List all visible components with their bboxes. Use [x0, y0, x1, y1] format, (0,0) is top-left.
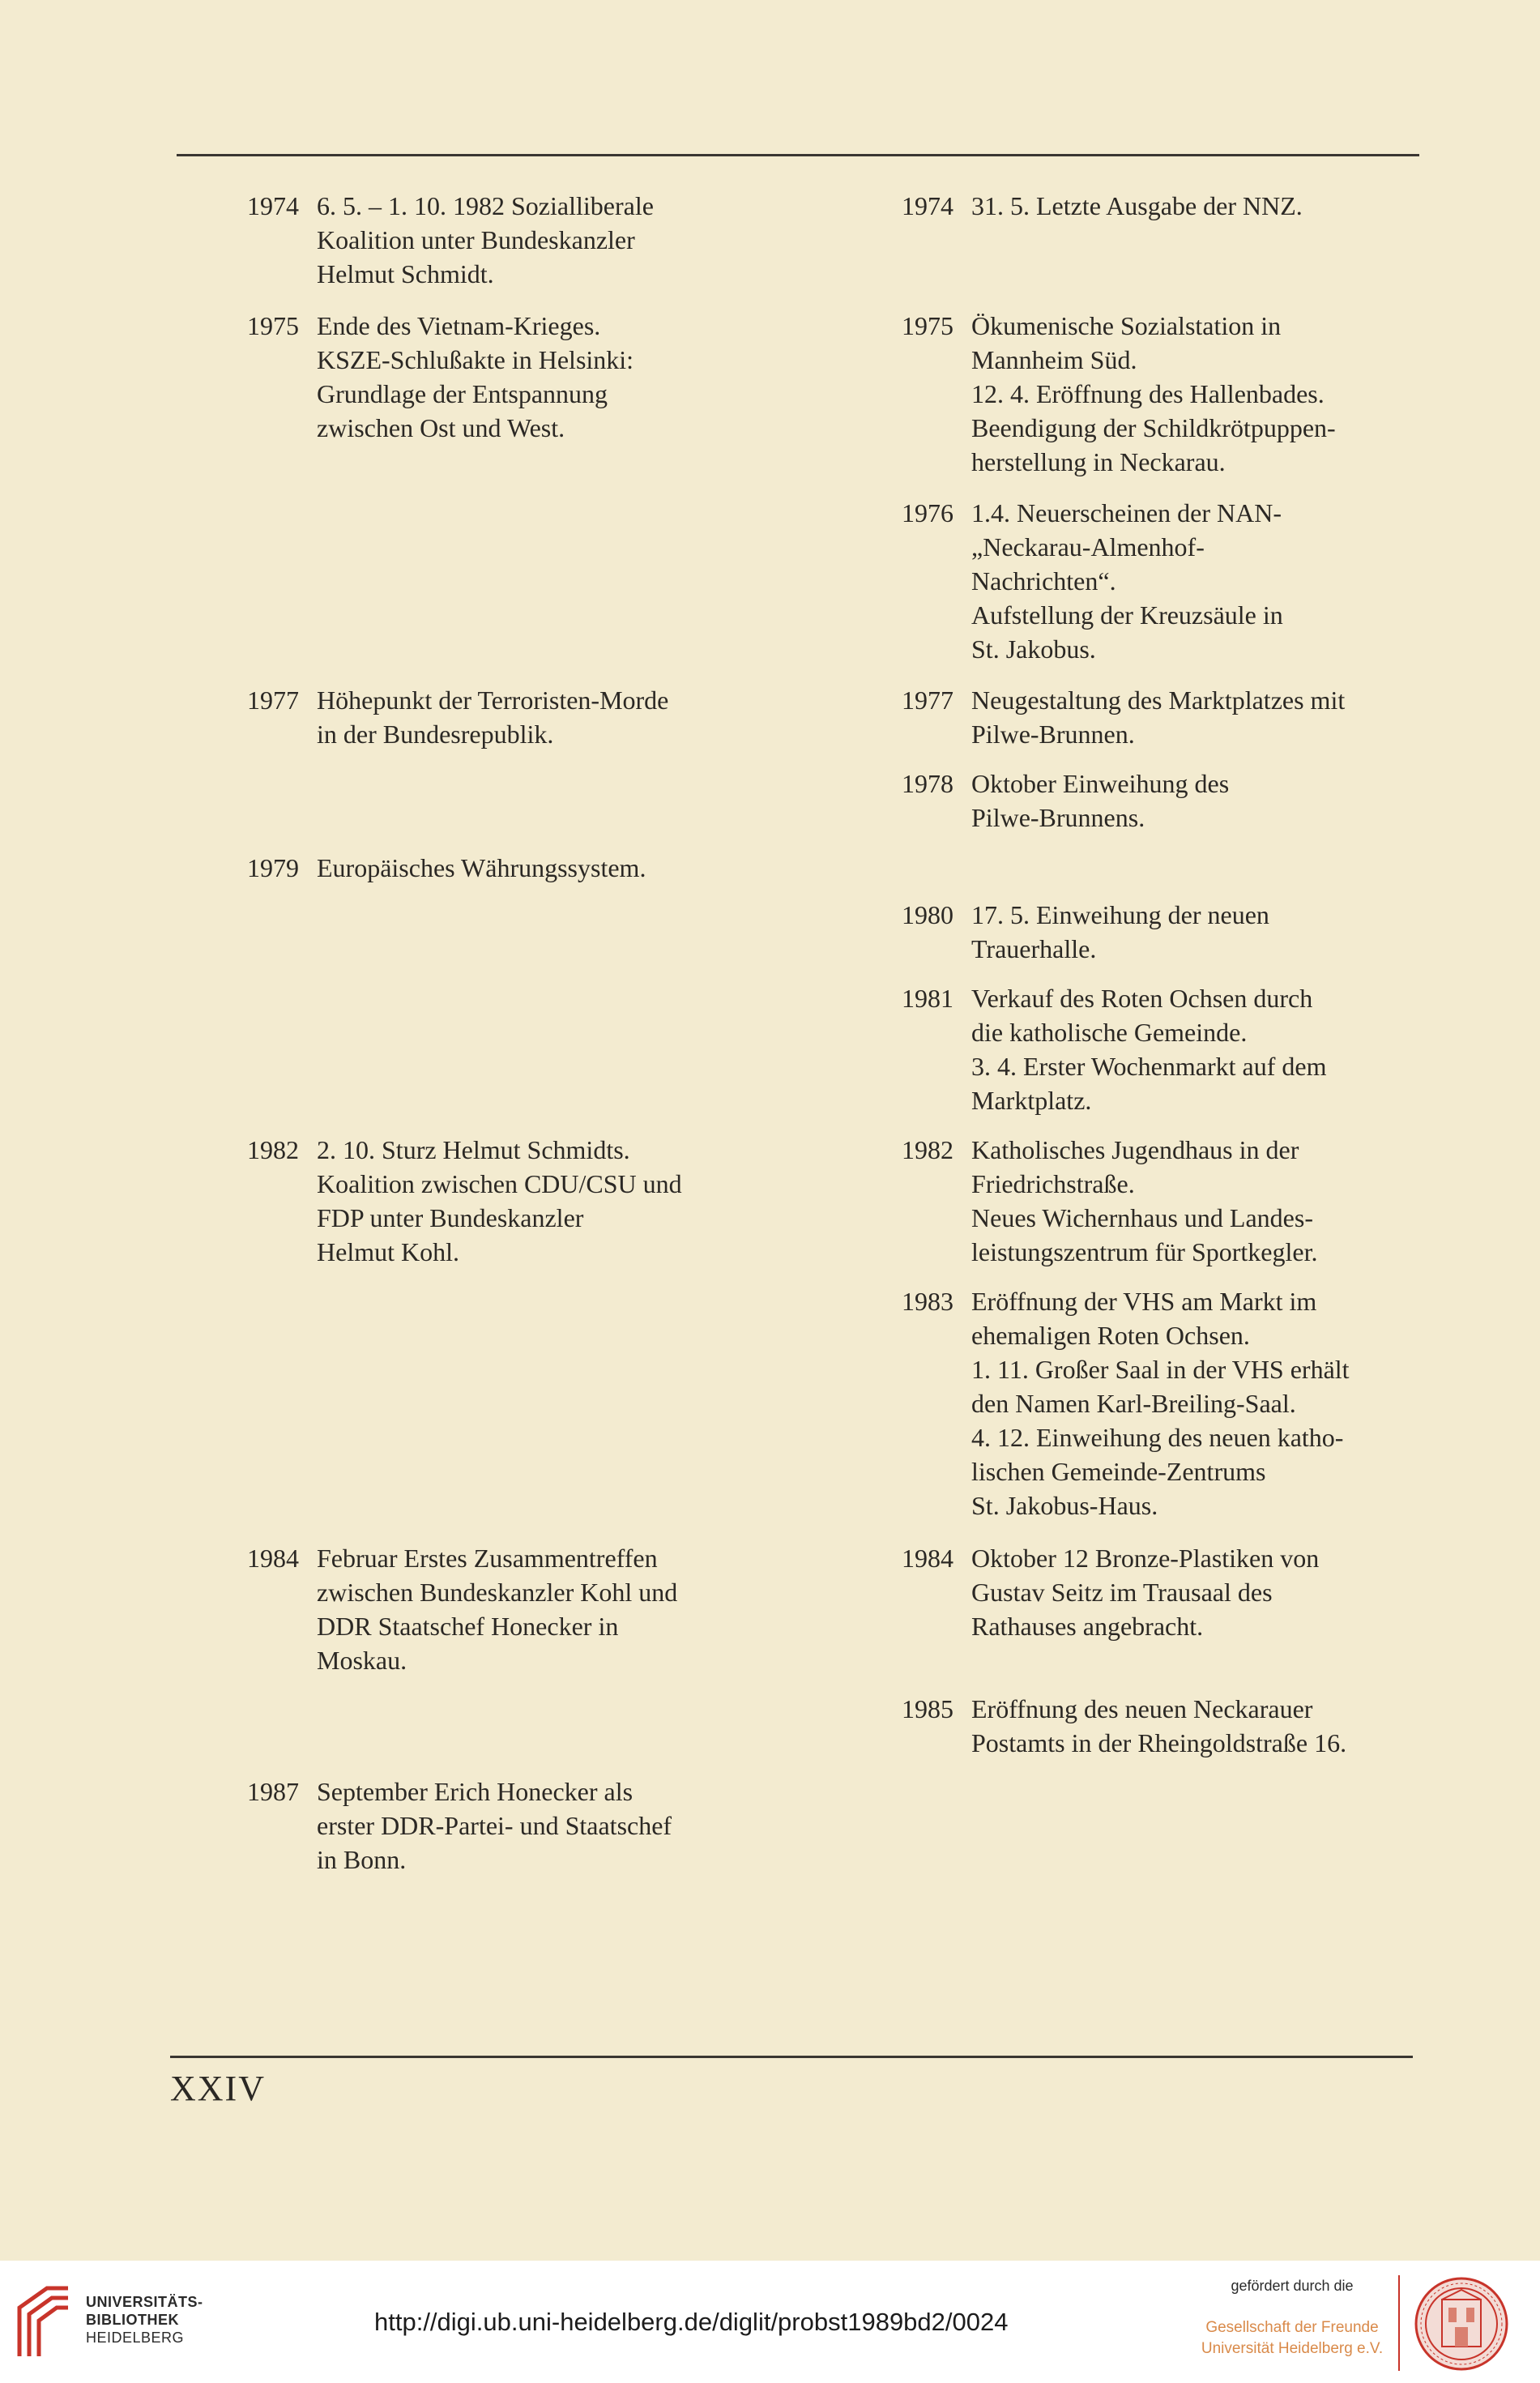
library-name: UNIVERSITÄTS- BIBLIOTHEK HEIDELBERG — [86, 2294, 203, 2346]
entry-text: 31. 5. Letzte Ausgabe der NNZ. — [971, 191, 1303, 220]
entry-text: Ökumenische Sozialstation in Mannheim Süd. 12. 4. Eröffnung des Hallenbades. Beendigung der Schildkrötpuppen- herstellung in Neckarau. — [971, 311, 1336, 476]
entry-year: 1987 — [247, 1777, 299, 1806]
sponsor-credit: gefördert durch die Gesellschaft der Freunde Universität Heidelberg e.V. — [1201, 2278, 1384, 2357]
bottom-rule — [170, 2056, 1413, 2058]
permalink-url[interactable]: http://digi.ub.uni-heidelberg.de/diglit/probst1989bd2/0024 — [374, 2308, 1009, 2336]
entry-year: 1983 — [902, 1287, 953, 1316]
entry-text: Neugestaltung des Marktplatzes mit Pilwe-Brunnen. — [971, 685, 1346, 749]
entry-year: 1977 — [247, 685, 299, 715]
entry-text: Verkauf des Roten Ochsen durch die katholische Gemeinde. 3. 4. Erster Wochenmarkt auf dem Marktplatz. — [971, 984, 1327, 1115]
university-seal-icon — [1413, 2275, 1510, 2372]
university-library-logo-icon — [15, 2283, 75, 2361]
footer-divider — [1398, 2275, 1400, 2371]
entry-text: 6. 5. – 1. 10. 1982 Sozialliberale Koalition unter Bundeskanzler Helmut Schmidt. — [317, 191, 654, 288]
entry-year: 1984 — [247, 1544, 299, 1573]
entry-text: 1.4. Neuerscheinen der NAN- „Neckarau-Almenhof- Nachrichten“. Aufstellung der Kreuzsäule in St. Jakobus. — [971, 498, 1283, 664]
entry-text: Höhepunkt der Terroristen-Morde in der Bundesrepublik. — [317, 685, 669, 749]
entry-year: 1975 — [247, 311, 299, 340]
entry-year: 1981 — [902, 984, 953, 1013]
entry-text: Eröffnung des neuen Neckarauer Postamts in der Rheingoldstraße 16. — [971, 1694, 1347, 1757]
entry-year: 1979 — [247, 853, 299, 882]
entry-text: Februar Erstes Zusammentreffen zwischen Bundeskanzler Kohl und DDR Staatschef Honecker in Moskau. — [317, 1544, 678, 1675]
entry-year: 1984 — [902, 1544, 953, 1573]
entry-year: 1976 — [902, 498, 953, 527]
entry-year: 1978 — [902, 769, 953, 798]
entry-text: Katholisches Jugendhaus in der Friedrichstraße. Neues Wichernhaus und Landes- leistungszentrum für Sportkegler. — [971, 1135, 1318, 1266]
entry-text: Eröffnung der VHS am Markt im ehemaligen Roten Ochsen. 1. 11. Großer Saal in der VHS erhält den Namen Karl-Breiling-Saal. 4. 12. Einweihung des neuen katho- lischen Gemeinde-Zentrums St. Jakobus-Haus. — [971, 1287, 1350, 1520]
entry-text: 2. 10. Sturz Helmut Schmidts. Koalition zwischen CDU/CSU und FDP unter Bundeskanzler Helmut Kohl. — [317, 1135, 682, 1266]
entry-year: 1974 — [902, 191, 953, 220]
entry-year: 1974 — [247, 191, 299, 220]
entry-text: September Erich Honecker als erster DDR-Partei- und Staatschef in Bonn. — [317, 1777, 672, 1874]
entry-year: 1977 — [902, 685, 953, 715]
entry-text: 17. 5. Einweihung der neuen Trauerhalle. — [971, 900, 1269, 963]
digitization-footer — [0, 2261, 1540, 2383]
top-rule — [177, 154, 1419, 156]
entry-year: 1982 — [247, 1135, 299, 1164]
page-folio: XXIV — [170, 2069, 266, 2108]
entry-text: Oktober 12 Bronze-Plastiken von Gustav Seitz im Trausaal des Rathauses angebracht. — [971, 1544, 1320, 1641]
entry-text: Europäisches Währungssystem. — [317, 853, 646, 882]
entry-text: Ende des Vietnam-Krieges. KSZE-Schlußakte in Helsinki: Grundlage der Entspannung zwischen Ost und West. — [317, 311, 634, 442]
entry-year: 1985 — [902, 1694, 953, 1723]
entry-text: Oktober Einweihung des Pilwe-Brunnens. — [971, 769, 1230, 832]
entry-year: 1975 — [902, 311, 953, 340]
entry-year: 1982 — [902, 1135, 953, 1164]
entry-year: 1980 — [902, 900, 953, 929]
